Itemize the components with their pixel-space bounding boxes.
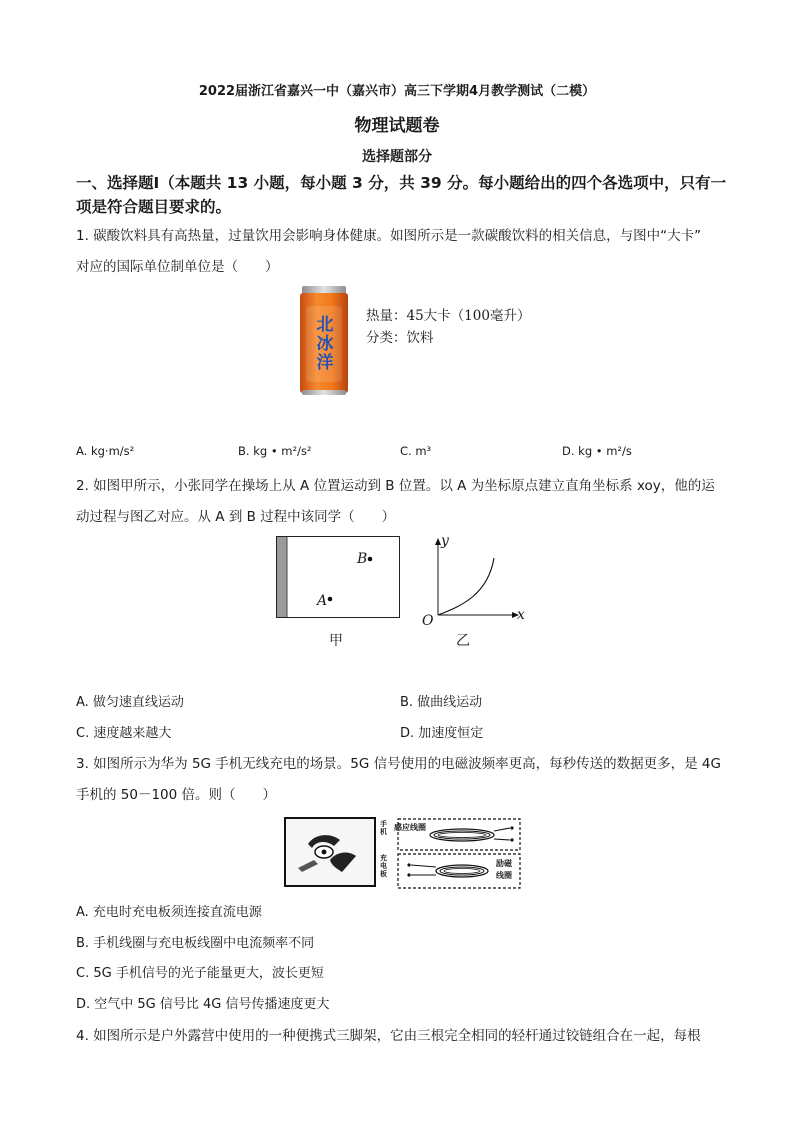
q2-option-a[interactable]: A. 做匀速直线运动 (76, 695, 184, 710)
y-axis-label: y (441, 533, 449, 549)
q1-option-d[interactable]: D. kg • m²/s (562, 444, 632, 458)
point-b-label: B (357, 551, 368, 567)
q1-option-c[interactable]: C. m³ (400, 444, 432, 458)
q2-option-c[interactable]: C. 速度越来越大 (76, 726, 172, 741)
point-a-label: A (317, 593, 328, 609)
q3-line2: 手机的 50－100 倍。则（ ） (76, 787, 277, 803)
q3-line1: 3. 如图所示为华为 5G 手机无线充电的场景。5G 信号使用的电磁波频率更高，每秒传送的数据更多，是 4G (76, 756, 721, 772)
excitation-coil-label-2: 线圈 (496, 871, 512, 880)
can-logo-text: 北冰洋 (316, 315, 334, 373)
q1-line2: 对应的国际单位制单位是（ ） (76, 259, 279, 275)
q2-line1: 2. 如图甲所示，小张同学在操场上从 A 位置运动到 B 位置。以 A 为坐标原点建立直角坐标系 xoy，他的运 (76, 478, 715, 494)
origin-label: O (422, 613, 434, 629)
q2-line2: 动过程与图乙对应。从 A 到 B 过程中该同学（ ） (76, 509, 396, 525)
figure-jia-caption: 甲 (329, 633, 343, 649)
section1-line1: 一、选择题Ⅰ（本题共 13 小题，每小题 3 分，共 39 分。每小题给出的四个各选项中，只有一 (76, 174, 727, 192)
q3-option-a[interactable]: A. 充电时充电板须连接直流电源 (76, 905, 262, 920)
charging-pad-label: 充电板 (380, 854, 387, 878)
q2-option-d[interactable]: D. 加速度恒定 (400, 726, 484, 741)
exam-title: 2022届浙江省嘉兴一中（嘉兴市）高三下学期4月教学测试（二模） (198, 84, 596, 99)
part-title: 选择题部分 (362, 149, 432, 165)
q1-info-category: 分类：饮料 (366, 330, 434, 346)
section1-line2: 项是符合题目要求的。 (76, 198, 232, 216)
q1-info-calories: 热量：45大卡（100毫升） (366, 308, 531, 324)
induction-coil-label: 感应线圈 (394, 823, 426, 832)
q4-line1: 4. 如图所示是户外露营中使用的一种便携式三脚架，它由三根完全相同的轻杆通过铰链组合在一起，每根 (76, 1028, 701, 1044)
q2-option-b[interactable]: B. 做曲线运动 (400, 695, 483, 710)
q3-option-c[interactable]: C. 5G 手机信号的光子能量更大，波长更短 (76, 966, 324, 981)
q1-option-a[interactable]: A. kg·m/s² (76, 444, 135, 458)
x-axis-label: x (517, 607, 525, 623)
figure-yi-caption: 乙 (456, 633, 470, 649)
excitation-coil-label-1: 励磁 (496, 859, 512, 868)
subject-title: 物理试题卷 (354, 116, 440, 136)
q3-option-b[interactable]: B. 手机线圈与充电板线圈中电流频率不同 (76, 936, 315, 951)
figure-jia-field (276, 536, 400, 618)
q3-option-d[interactable]: D. 空气中 5G 信号比 4G 信号传播速度更大 (76, 997, 330, 1012)
q1-line1: 1. 碳酸饮料具有高热量，过量饮用会影响身体健康。如图所示是一款碳酸饮料的相关信息，与图中“大卡” (76, 228, 702, 244)
q1-option-b[interactable]: B. kg • m²/s² (238, 444, 312, 458)
phone-label: 手机 (380, 820, 387, 836)
